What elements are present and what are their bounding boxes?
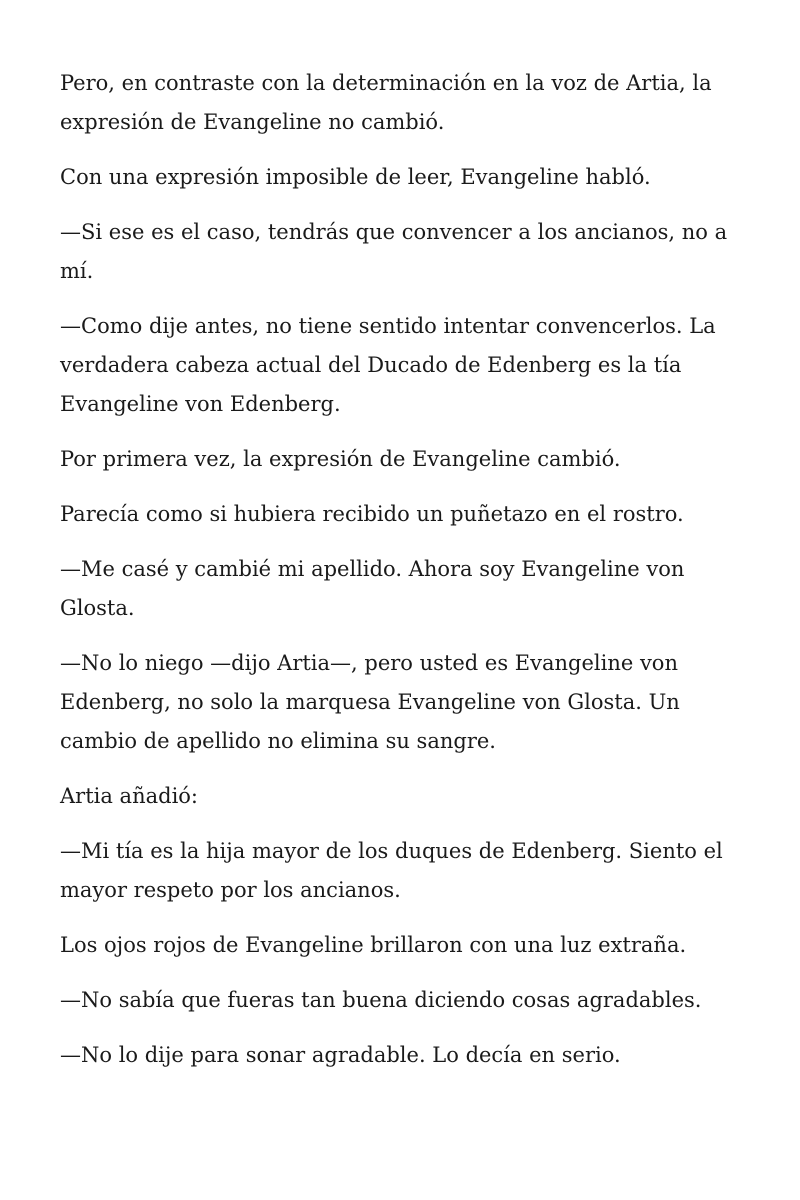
paragraph: —No lo dije para sonar agradable. Lo decía en serio. [60,1043,621,1067]
paragraph: —Me casé y cambié mi apellido. Ahora soy Evangeline von Glosta. [60,557,685,620]
paragraph: Con una expresión imposible de leer, Evangeline habló. [60,165,651,189]
paragraph: —No sabía que fueras tan buena diciendo cosas agradables. [60,988,702,1012]
paragraph: —Como dije antes, no tiene sentido intentar convencerlos. La verdadera cabeza actual del Ducado de Edenberg es la tía Evangeline von Edenberg. [60,314,716,416]
paragraph: Parecía como si hubiera recibido un puñetazo en el rostro. [60,502,684,526]
paragraph: —No lo niego —dijo Artia—, pero usted es Evangeline von Edenberg, no solo la marquesa Evangeline von Glosta. Un cambio de apellido no elimina su sangre. [60,651,680,753]
paragraph: —Si ese es el caso, tendrás que convencer a los ancianos, no a mí. [60,220,728,283]
paragraph: Los ojos rojos de Evangeline brillaron con una luz extraña. [60,933,687,957]
paragraph: Artia añadió: [60,784,198,808]
paragraph: Pero, en contraste con la determinación en la voz de Artia, la expresión de Evangeline no cambió. [60,71,712,134]
paragraph: —Mi tía es la hija mayor de los duques de Edenberg. Siento el mayor respeto por los ancianos. [60,839,723,902]
paragraph: Por primera vez, la expresión de Evangeline cambió. [60,447,621,471]
